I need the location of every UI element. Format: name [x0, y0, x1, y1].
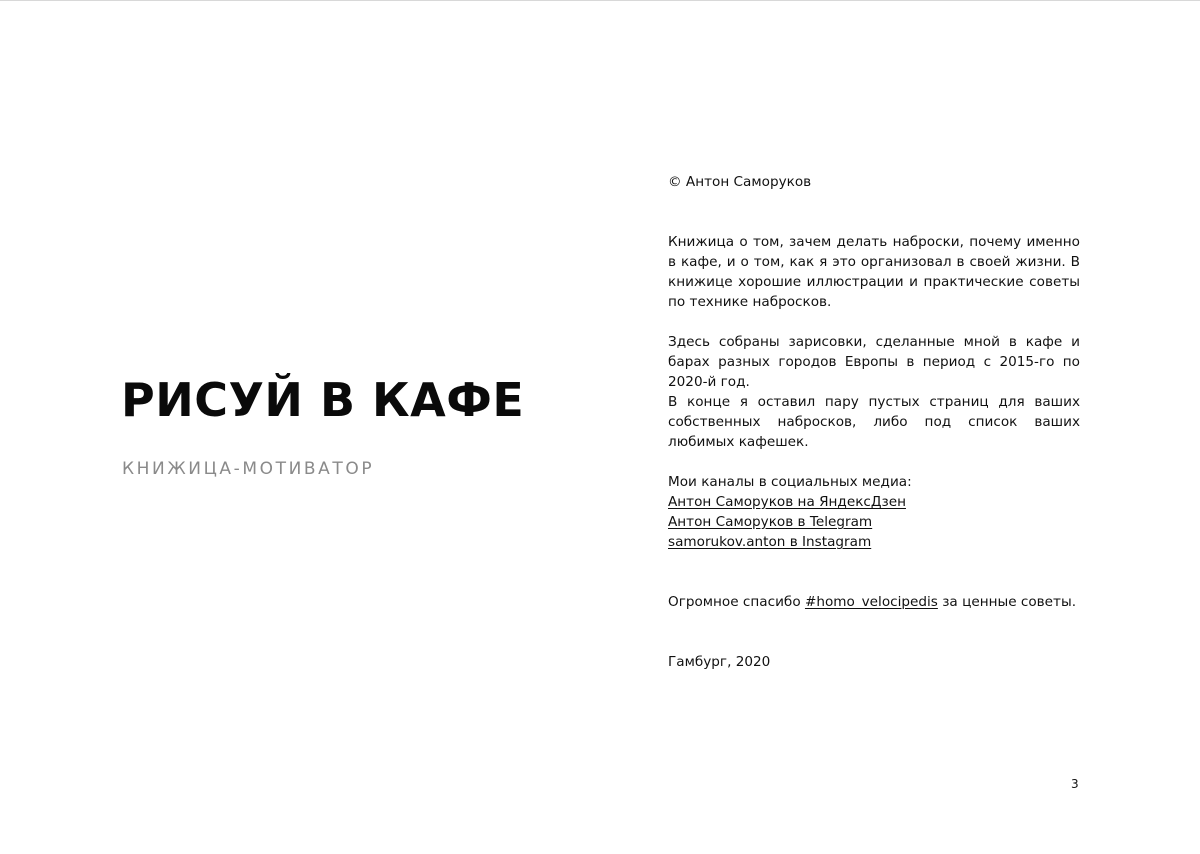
telegram-link[interactable]: Антон Саморуков в Telegram — [668, 514, 873, 530]
instagram-link[interactable]: samorukov.anton в Instagram — [668, 534, 872, 550]
yandex-zen-link[interactable]: Антон Саморуков на ЯндексДзен — [668, 494, 906, 510]
thanks-text-after: за ценные советы. — [937, 594, 1077, 610]
copyright-line: © Антон Саморуков — [668, 174, 812, 190]
social-heading: Мои каналы в социальных медиа: — [668, 474, 912, 490]
right-page — [668, 0, 1088, 854]
book-title: РИСУЙ В КАФЕ — [121, 373, 525, 427]
place-date: Гамбург, 2020 — [668, 654, 771, 670]
social-links — [668, 472, 1080, 552]
book-subtitle: КНИЖИЦА-МОТИВАТОР — [122, 459, 375, 479]
hashtag-link[interactable]: #homo_velocipedis — [804, 594, 938, 610]
end-note-paragraph: В конце я оставил пару пустых страниц для ваших собственных набросков, либо под список ваших любимых кафешек. — [668, 394, 1080, 450]
thanks-line — [668, 592, 1080, 612]
thanks-text-before: Огромное спасибо — [668, 594, 805, 610]
intro-paragraph: Книжица о том, зачем делать наброски, почему именно в кафе, и о том, как я это организовал в своей жизни. В книжице хорошие иллюстрации и практические советы по технике набросков. — [668, 234, 1080, 310]
collected-paragraph: Здесь собраны зарисовки, сделанные мной в кафе и барах разных городов Европы в период с 2015-го по 2020-й год. — [668, 334, 1080, 390]
page-number: 3 — [1071, 777, 1079, 791]
